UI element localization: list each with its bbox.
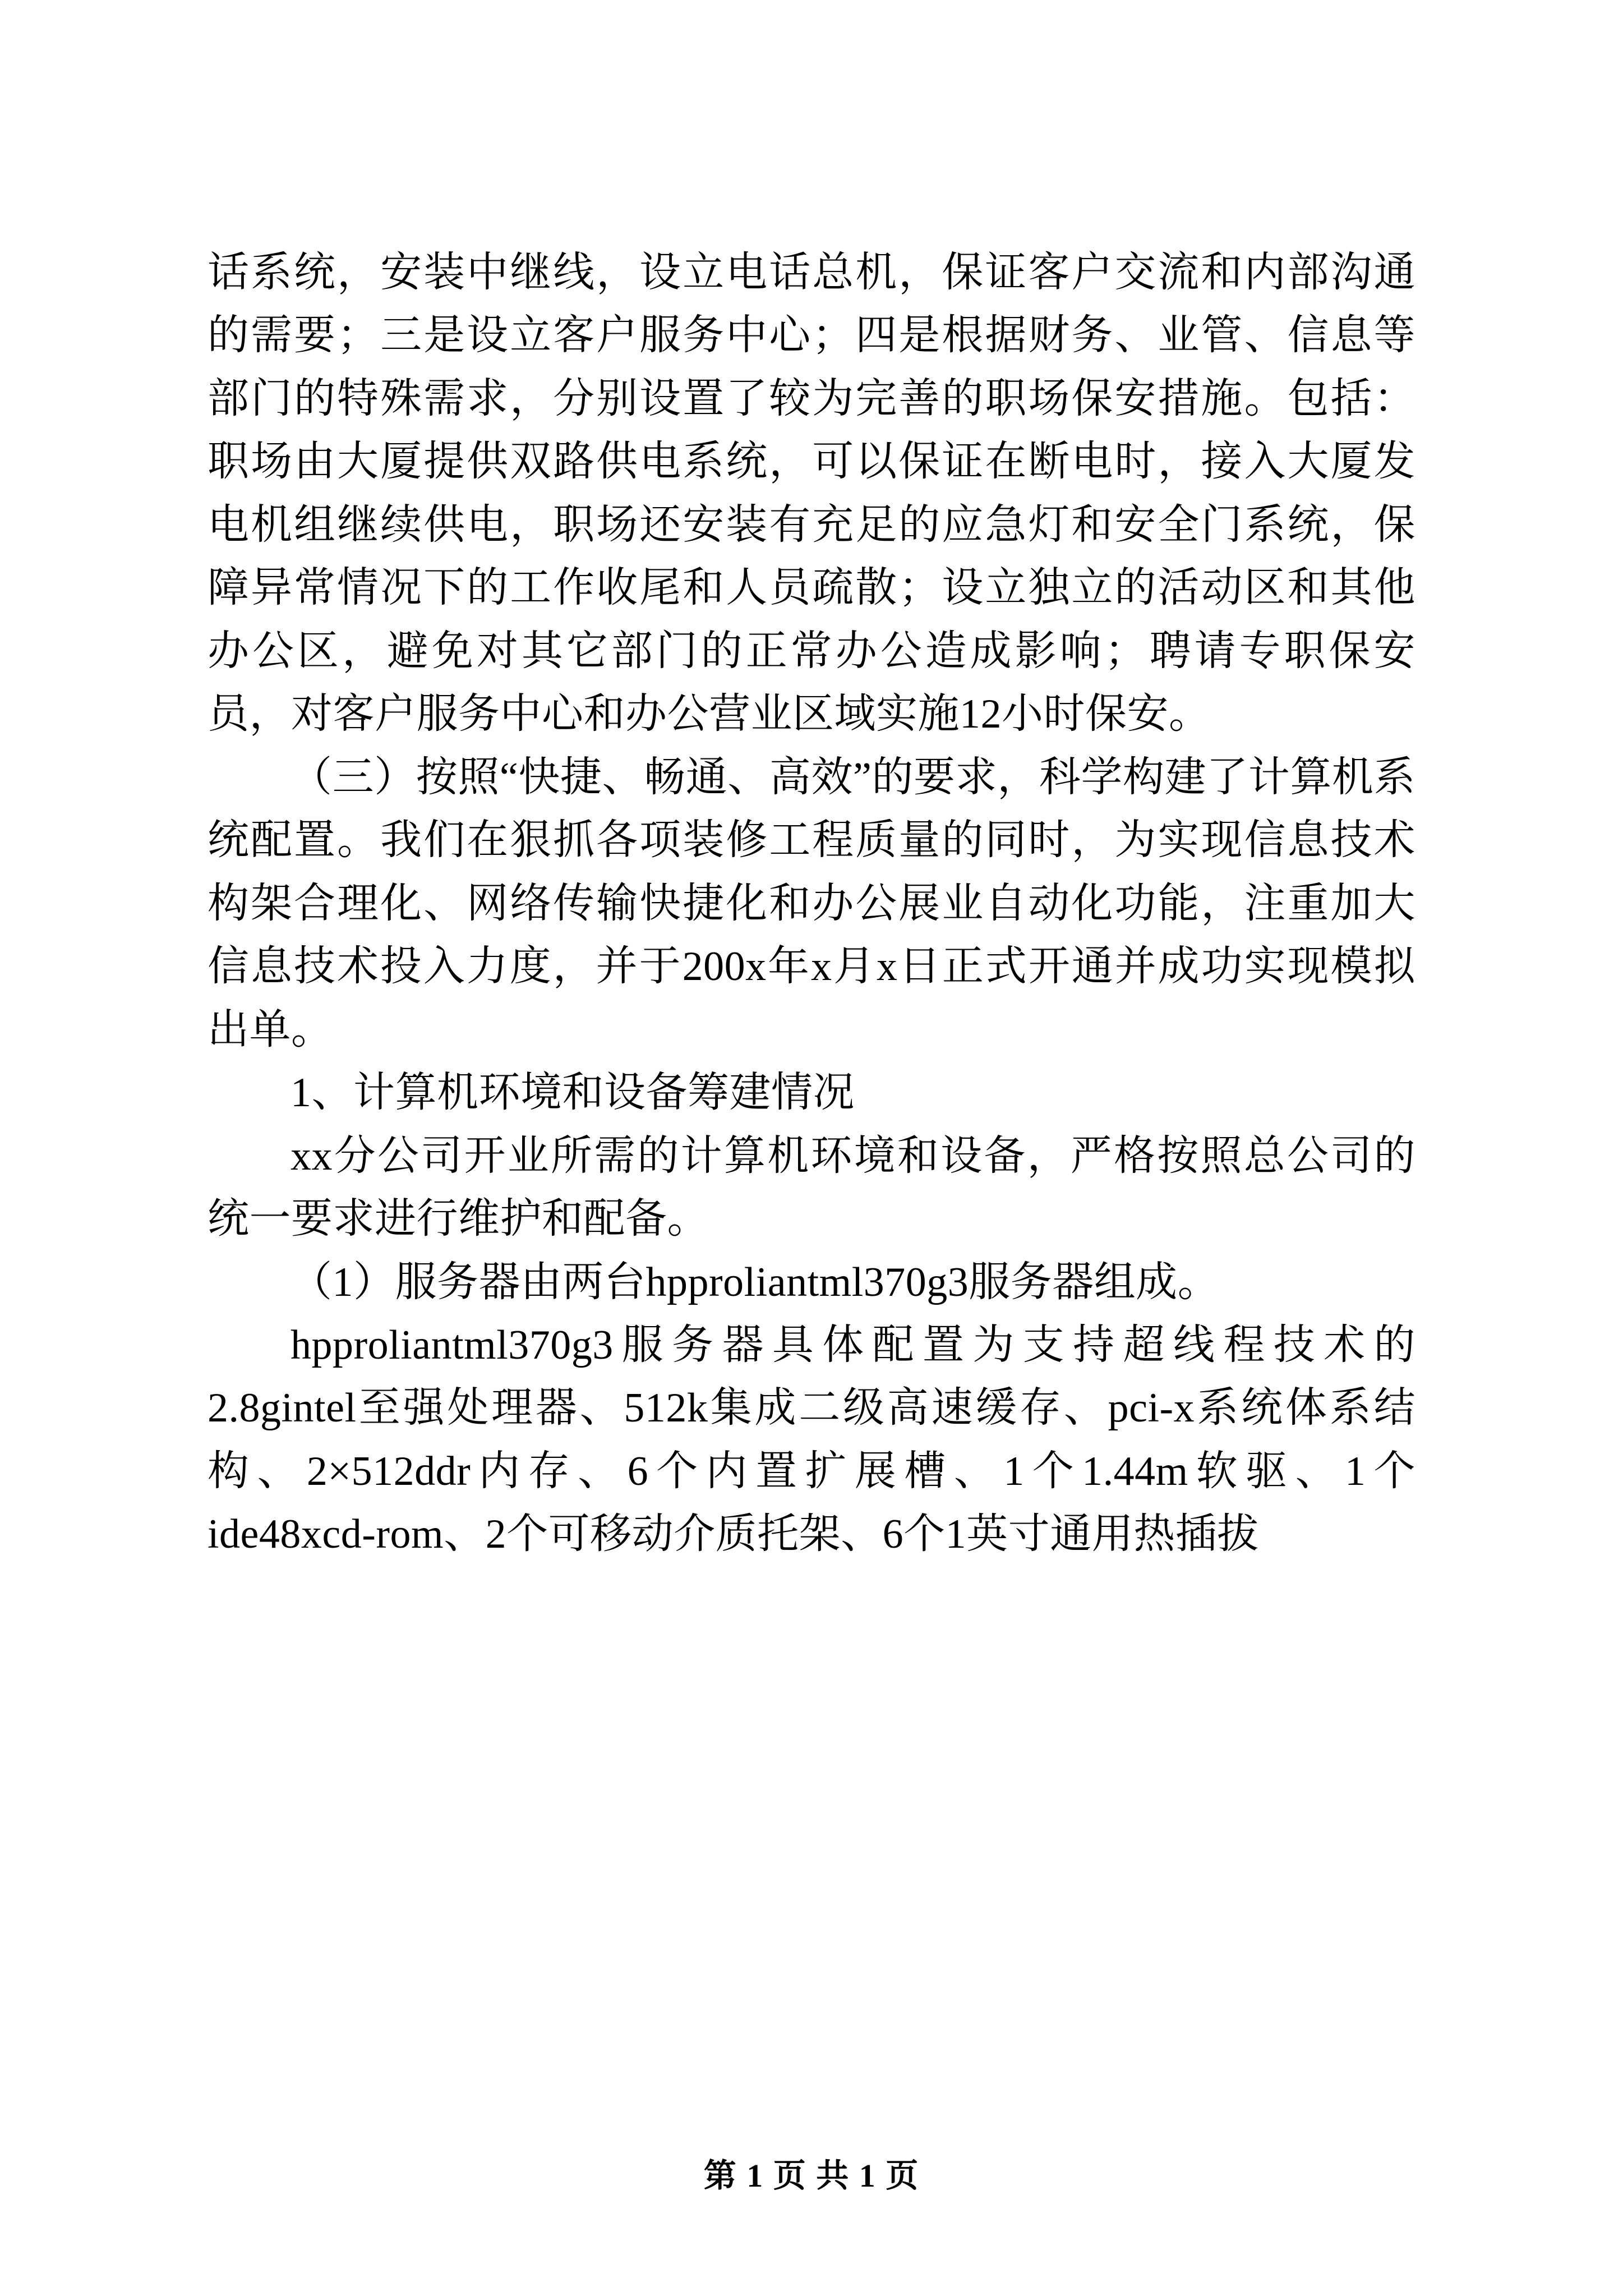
document-body — [208, 241, 1415, 1566]
paragraph-6: hpproliantml370g3服务器具体配置为支持超线程技术的2.8gintel至强处理器、512k集成二级高速缓存、pci-x系统体系结构、2×512ddr内存、6个内置扩展槽、1个1.44m软驱、1个ide48xcd-rom、2个可移动介质托架、6个1英寸通用热插拔 — [208, 1322, 1415, 1558]
paragraph-5: （1）服务器由两台hpproliantml370g3服务器组成。 — [291, 1259, 1220, 1305]
paragraph-3: 1、计算机环境和设备筹建情况 — [291, 1070, 855, 1116]
page-footer: 第 1 页 共 1 页 — [703, 2157, 920, 2194]
paragraph-1: 话系统，安装中继线，设立电话总机，保证客户交流和内部沟通的需要；三是设立客户服务中心；四是根据财务、业管、信息等部门的特殊需求，分别设置了较为完善的职场保安措施。包括：职场由大厦提供双路供电系统，可以保证在断电时，接入大厦发电机组继续供电，职场还安装有充足的应急灯和安全门系统，保障异常情况下的工作收尾和人员疏散；设立独立的活动区和其他办公区，避免对其它部门的正常办公造成影响；聘请专职保安员，对客户服务中心和办公营业区域实施12小时保安。 — [208, 250, 1415, 738]
paragraph-2: （三）按照“快捷、畅通、高效”的要求，科学构建了计算机系统配置。我们在狠抓各项装修工程质量的同时，为实现信息技术构架合理化、网络传输快捷化和办公展业自动化功能，注重加大信息技术投入力度，并于200x年x月x日正式开通并成功实现模拟出单。 — [208, 754, 1415, 1053]
paragraph-4: xx分公司开业所需的计算机环境和设备，严格按照总公司的统一要求进行维护和配备。 — [208, 1133, 1415, 1243]
